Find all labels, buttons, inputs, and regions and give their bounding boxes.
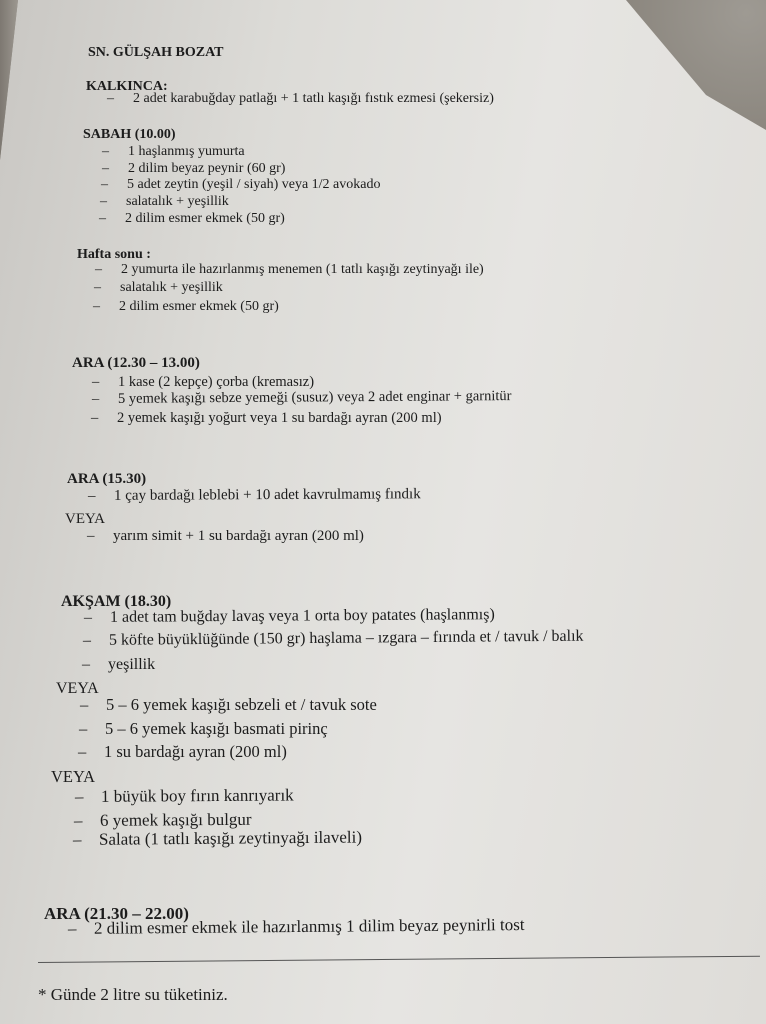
bullet: – bbox=[67, 918, 77, 938]
section-heading-ara-2130: ARA (21.30 – 22.00) bbox=[44, 904, 189, 923]
bullet: – bbox=[94, 280, 101, 295]
bullet: – bbox=[82, 631, 92, 649]
section-heading-kalkinca: KALKINCA: bbox=[86, 79, 168, 94]
alternative-label: VEYA bbox=[56, 680, 99, 697]
bullet: – bbox=[99, 211, 106, 226]
list-item: – 6 yemek kaşığı bulgur bbox=[73, 809, 252, 830]
bullet: – bbox=[79, 719, 88, 738]
bullet: – bbox=[95, 262, 102, 277]
bullet: – bbox=[87, 487, 96, 504]
list-item: – 1 su bardağı ayran (200 ml) bbox=[78, 742, 287, 761]
bullet: – bbox=[101, 177, 108, 192]
section-heading-sabah: SABAH (10.00) bbox=[83, 127, 176, 142]
bullet: – bbox=[73, 810, 83, 830]
list-item: – 2 dilim beyaz peynir (60 gr) bbox=[102, 161, 286, 176]
bullet: – bbox=[91, 410, 99, 426]
list-item: – 1 çay bardağı leblebi + 10 adet kavrulmamış fındık bbox=[87, 486, 421, 504]
bullet: – bbox=[82, 656, 90, 673]
list-item: – 2 yumurta ile hazırlanmış menemen (1 tatlı kaşığı zeytinyağı ile) bbox=[95, 262, 484, 277]
footnote: * Günde 2 litre su tüketiniz. bbox=[38, 985, 228, 1004]
list-item: – 5 köfte büyüklüğünde (150 gr) haşlama – ızgara – fırında et / tavuk / balık bbox=[82, 627, 584, 649]
bullet: – bbox=[107, 91, 114, 106]
bullet: – bbox=[102, 144, 109, 159]
list-item: – 1 adet tam buğday lavaş veya 1 orta boy patates (haşlanmış) bbox=[83, 606, 495, 626]
list-item: – 2 dilim esmer ekmek ile hazırlanmış 1 dilim beyaz peynirli tost bbox=[67, 915, 525, 938]
section-heading-hafta-sonu: Hafta sonu : bbox=[77, 247, 151, 262]
list-item: – 2 adet karabuğday patlağı + 1 tatlı kaşığı fıstık ezmesi (şekersiz) bbox=[107, 91, 494, 106]
bullet: – bbox=[93, 299, 100, 314]
bullet: – bbox=[87, 528, 95, 544]
bullet: – bbox=[80, 695, 89, 714]
list-item: – 5 – 6 yemek kaşığı basmati pirinç bbox=[79, 719, 328, 738]
bullet: – bbox=[78, 742, 87, 761]
document-title: SN. GÜLŞAH BOZAT bbox=[88, 45, 224, 60]
list-item: – yeşillik bbox=[82, 656, 156, 673]
list-item: – 5 yemek kaşığı sebze yemeği (susuz) veya 2 adet enginar + garnitür bbox=[91, 388, 512, 407]
list-item: – 5 – 6 yemek kaşığı sebzeli et / tavuk sote bbox=[80, 695, 377, 714]
bullet: – bbox=[74, 786, 84, 806]
list-item: – 1 haşlanmış yumurta bbox=[102, 144, 245, 159]
bullet: – bbox=[91, 390, 100, 407]
bullet: – bbox=[83, 608, 93, 626]
list-item: – Salata (1 tatlı kaşığı zeytinyağı ilaveli) bbox=[72, 827, 363, 849]
bullet: – bbox=[92, 374, 100, 390]
bullet: – bbox=[72, 829, 82, 849]
list-item: – 2 yemek kaşığı yoğurt veya 1 su bardağı ayran (200 ml) bbox=[91, 410, 442, 426]
list-item: – 5 adet zeytin (yeşil / siyah) veya 1/2 avokado bbox=[101, 177, 381, 192]
section-heading-aksam: AKŞAM (18.30) bbox=[61, 593, 172, 610]
alternative-label: VEYA bbox=[51, 767, 95, 786]
list-item: – salatalık + yeşillik bbox=[94, 280, 223, 295]
list-item: – 2 dilim esmer ekmek (50 gr) bbox=[99, 211, 285, 226]
alternative-label: VEYA bbox=[65, 511, 105, 527]
list-item: – 1 büyük boy fırın kanrıyarık bbox=[74, 785, 294, 806]
bullet: – bbox=[100, 194, 107, 209]
section-heading-ara-1530: ARA (15.30) bbox=[67, 471, 147, 487]
list-item: – 2 dilim esmer ekmek (50 gr) bbox=[93, 299, 279, 314]
list-item: – 1 kase (2 kepçe) çorba (kremasız) bbox=[92, 374, 315, 390]
list-item: – yarım simit + 1 su bardağı ayran (200 ml) bbox=[87, 528, 364, 544]
list-item: – salatalık + yeşillik bbox=[100, 194, 229, 209]
divider bbox=[38, 956, 760, 963]
bullet: – bbox=[102, 161, 109, 176]
section-heading-ara-1230: ARA (12.30 – 13.00) bbox=[72, 355, 200, 371]
